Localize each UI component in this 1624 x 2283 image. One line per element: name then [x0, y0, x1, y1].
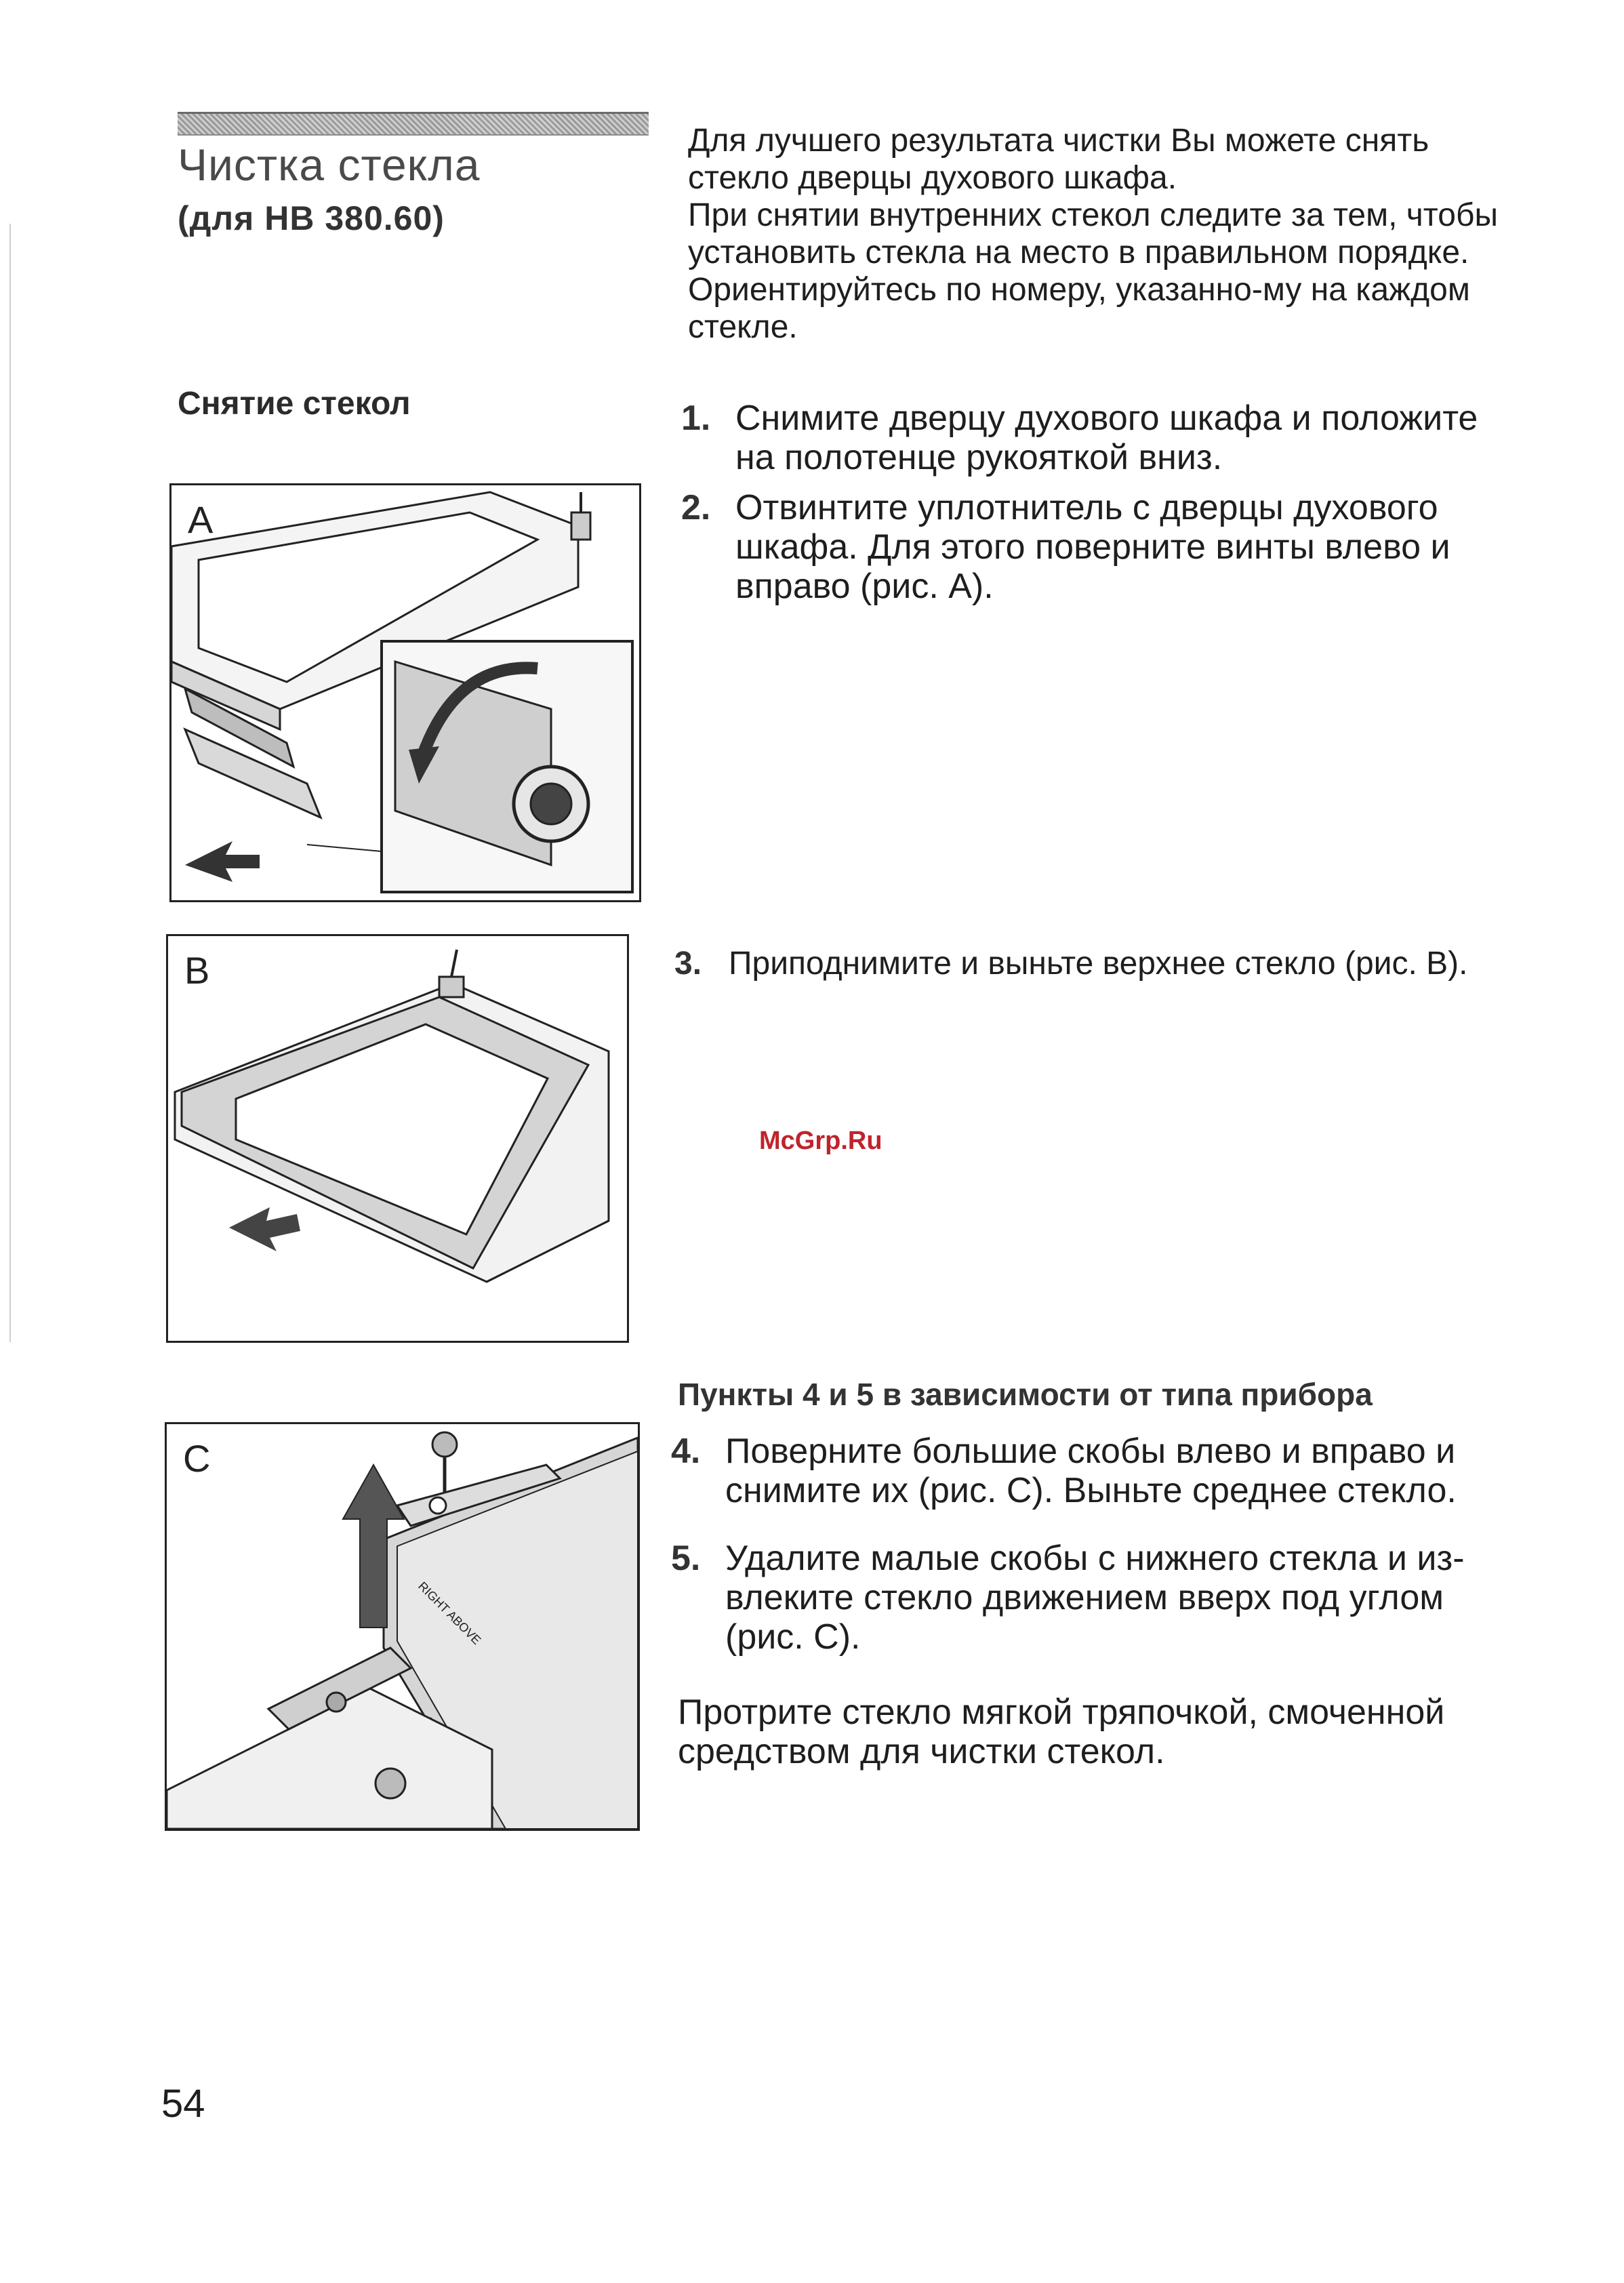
section-heading: Снятие стекол: [178, 386, 411, 422]
step-text: Поверните большие скобы влево и вправо и снимите их (рис. С). Выньте среднее стекло.: [725, 1432, 1457, 1510]
step-3: [674, 944, 1522, 985]
step-text: Приподнимите и выньте верхнее стекло (рис. В).: [729, 946, 1468, 982]
step-number: 4.: [671, 1432, 701, 1471]
step-2: [681, 488, 1522, 610]
figure-b-label: B: [184, 949, 210, 992]
step-number: 3.: [674, 946, 702, 982]
glass-label-upper: RIGHT ABOVE: [415, 1579, 484, 1647]
figure-b-illustration: [168, 936, 627, 1341]
scan-gutter-line: [9, 224, 11, 1342]
figure-c-illustration: [167, 1424, 638, 1829]
figure-c: [165, 1422, 640, 1831]
intro-paragraph-2: При снятии внутренних стекол следите за тем, чтобы установить стекла на место в правильном порядке. Ориентируйтесь по номеру, указанно-му на каждом стекле.: [688, 197, 1498, 345]
figure-a-illustration: [171, 485, 639, 900]
step-text: Отвинтите уплотнитель с дверцы духового шкафа. Для этого поверните винты влево и вправо (рис. А).: [735, 488, 1450, 606]
figure-a: [169, 483, 641, 902]
step-number: 5.: [671, 1539, 701, 1578]
closing-text: Протрите стекло мягкой тряпочкой, смоченной средством для чистки стекол.: [678, 1693, 1445, 1771]
step-text: Снимите дверцу духового шкафа и положите на полотенце рукояткой вниз.: [735, 399, 1478, 477]
figure-b: [166, 934, 629, 1343]
page-subtitle: (для НВ 380.60): [178, 199, 445, 237]
step-4: [671, 1432, 1522, 1513]
step-text: Удалите малые скобы с нижнего стекла и из-влеките стекло движением вверх под углом (рис. С).: [725, 1539, 1465, 1657]
intro-paragraph-1: Для лучшего результата чистки Вы можете снять стекло дверцы духового шкафа.: [688, 123, 1429, 196]
page-title: Чистка стекла: [178, 140, 481, 190]
figure-c-label: C: [183, 1437, 211, 1480]
step-number: 1.: [681, 399, 711, 438]
subheading: Пункты 4 и 5 в зависимости от типа прибора: [678, 1377, 1373, 1412]
section-header-bar: [178, 112, 649, 136]
step-1: [681, 399, 1522, 480]
step-number: 2.: [681, 488, 711, 527]
figure-a-label: A: [188, 498, 214, 541]
step-5: [671, 1539, 1522, 1661]
watermark: McGrp.Ru: [759, 1127, 882, 1155]
page-number: 54: [161, 2082, 205, 2126]
intro-text: [688, 122, 1522, 346]
